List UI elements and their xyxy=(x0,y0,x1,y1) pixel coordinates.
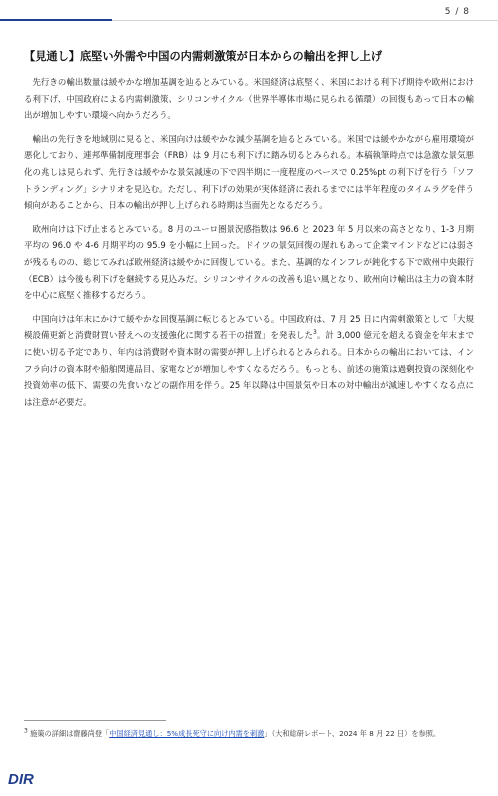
footnote-number: 3 xyxy=(24,727,28,735)
header-accent-rule xyxy=(0,19,112,21)
footnote xyxy=(24,727,474,740)
dir-logo xyxy=(8,770,42,786)
page-header xyxy=(0,0,498,24)
paragraph-china-text-1: 中国向けは年末にかけて緩やかな回復基調に転じるとみている。中国政府は、7 月 25 日に内需刺激策として「大規模設備更新と消費財買い替えへの支援強化に関する若干の措置」を発表した xyxy=(24,313,474,341)
paragraph-china-text-2: 。計 3,000 億元を超える資金を年末までに使い切る予定であり、年内は消費財や資本財の需要が押し上げられるとみられる。日本からの輸出においては、インフラ向けの資本財や船舶関連品目、家電などが増加しやすくなるだろう。もっとも、前述の施策は過剰投資の深刻化や投資効率の低下、需要の先食いなどの副作用を伴う。25 年以降は中国景気や日本の対中輸出が減速しやすくなる点には注意が必要だ。 xyxy=(24,330,474,407)
footnote-report-link[interactable]: 中国経済見通し：5%成長死守に向け内需を刺激 xyxy=(109,729,265,738)
footnote-suffix: 」（大和総研レポート、2024 年 8 月 22 日）を参照。 xyxy=(264,729,441,738)
paragraph-us-exports: 輸出の先行きを地域別に見ると、米国向けは緩やかな減少基調を辿るとみている。米国では緩やかながら雇用環境が悪化しており、連邦準備制度理事会（FRB）は 9 月にも利下げに踏み切るとみられる。本稿執筆時点では急激な景気悪化の兆しは見られず、先行きは緩やかな景気減速の下で四半期に一度程度のペースで 0.25%pt の利下げを行う「ソフトランディング」シナリオを見込む。ただし、利下げの効果が実体経済に表れるまでには半年程度のタイムラグを伴う傾向があることから、日本の輸出が押し上げられる時期は当面先となるだろう。 xyxy=(24,133,474,211)
page-number: 5 / 8 xyxy=(444,7,470,17)
paragraph-europe-exports: 欧州向けは下げ止まるとみている。8 月のユーロ圏景況感指数は 96.6 と 2023 年 5 月以来の高さとなり、1-3 月期平均の 96.0 や 4-6 月期平均の 95.9 を小幅に上回った。ドイツの景気回復の遅れもあって企業マインドなどには弱さが残るものの、総じてみれば欧州経済は緩やかに回復している。また、基調的なインフレが鈍化する下で欧州中央銀行（ECB）は今後も利下げを継続する見込みだ。シリコンサイクルの改善も追い風となり、欧州向け輸出は主力の資本財を中心に底堅く推移するだろう。 xyxy=(24,223,474,301)
header-rule xyxy=(112,20,498,21)
footnote-reference[interactable]: 3 xyxy=(312,329,317,337)
paragraph-china-exports xyxy=(24,311,474,411)
dir-logo-icon xyxy=(8,770,42,786)
footnote-prefix: 施策の詳細は齋藤尚登「 xyxy=(30,729,110,738)
main-content xyxy=(24,50,474,417)
logo-text: DIR xyxy=(8,771,34,786)
section-heading: 【見通し】底堅い外需や中国の内需刺激策が日本からの輸出を押し上げ xyxy=(24,50,383,63)
footnote-divider xyxy=(24,720,166,721)
paragraph-outlook: 先行きの輸出数量は緩やかな増加基調を辿るとみている。米国経済は底堅く、米国における利下げ期待や欧州における利下げ、中国政府による内需刺激策、シリコンサイクル（世界半導体市場に見られる循環）の回復もあって日本の輸出が増加しやすい環境へ向かうだろう。 xyxy=(24,77,474,121)
